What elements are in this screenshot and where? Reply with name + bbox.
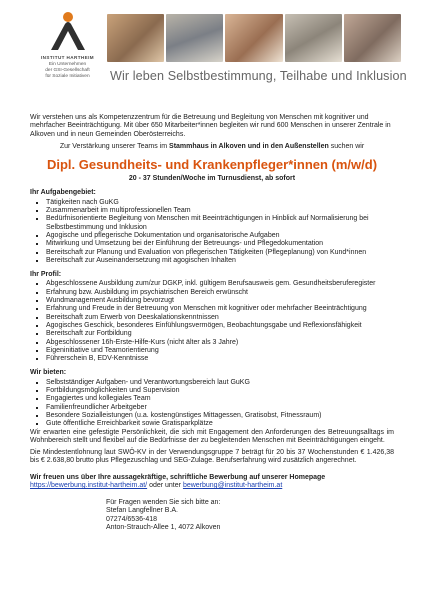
photo bbox=[344, 14, 401, 62]
list-item: ▪ Erfahrung und Freude in der Betreuung von Menschen mit kognitiver oder mehrfacher Beeinträchtigung bbox=[46, 305, 394, 313]
job-ad-body bbox=[30, 114, 394, 532]
profile-list bbox=[30, 280, 394, 363]
contact-block bbox=[106, 499, 394, 532]
list-item: ▪ Abgeschlossene Ausbildung zum/zur DGKP, inkl. gültigem Berufsausweis gem. Gesundheitsberuferegister bbox=[46, 280, 394, 288]
photo bbox=[285, 14, 342, 62]
list-item: ▪ Bereitschaft zur Planung und Evaluation von pflegerischen Tätigkeiten (Pflegeplanung) von Kund*innen bbox=[46, 249, 394, 257]
contact-phone: 07274/6536-418 bbox=[106, 515, 157, 523]
list-item: ▪ Engagiertes und kollegiales Team bbox=[46, 395, 394, 403]
list-item: ▪ Wundmanagement Ausbildung bevorzugt bbox=[46, 297, 394, 305]
photo-strip bbox=[107, 14, 401, 62]
logo[interactable] bbox=[30, 8, 105, 80]
slogan: Wir leben Selbstbestimmung, Teilhabe und Inklusion bbox=[110, 69, 407, 83]
list-item: ▪ Bereitschaft zur Auseinandersetzung mit agogischen Inhalten bbox=[46, 257, 394, 265]
list-item: ▪ Zusammenarbeit im multiprofessionellen Team bbox=[46, 207, 394, 215]
tasks-list bbox=[30, 199, 394, 265]
list-item: ▪ Gute öffentliche Erreichbarkeit sowie Gratisparkplätze bbox=[46, 420, 394, 428]
contact-name: Stefan Langfellner B.A. bbox=[106, 507, 178, 515]
list-item: ▪ Besondere Sozialleistungen (u.a. kostengünstiges Mittagessen, Gratisobst, Fitnessraum) bbox=[46, 412, 394, 420]
logo-name: INSTITUT HARTHEIM bbox=[41, 55, 94, 60]
reinforce-bold: Stammhaus in Alkoven und in den Außenstellen bbox=[169, 142, 329, 150]
reinforce-post: suchen wir bbox=[328, 142, 365, 150]
apply-or: oder unter bbox=[147, 481, 183, 489]
homepage-link[interactable]: https://bewerbung.institut-hartheim.at/ bbox=[30, 481, 148, 489]
list-item: ▪ Erfahrung bzw. Ausbildung im psychiatrischen Bereich erwünscht bbox=[46, 289, 394, 297]
list-item: ▪ Selbstständiger Aufgaben- und Verantwortungsbereich laut GuKG bbox=[46, 379, 394, 387]
logo-subtitle bbox=[30, 62, 105, 80]
salary-text: Die Mindestentlohnung laut SWÖ-KV in der Verwendungsgruppe 7 beträgt für 20 bis 37 Wochenstunden € 1.426,38 bis € 2.638,80 brutto plus Pflegezuschlag und SEG-Zulage. Berufserfahrung wird zusätzlich angerechnet. bbox=[30, 449, 394, 465]
list-item: ▪ Agogische und pflegerische Dokumentation und organisatorische Aufgaben bbox=[46, 232, 394, 240]
reinforce-pre: Zur Verstärkung unserer Teams im bbox=[59, 142, 170, 150]
list-item: ▪ Tätigkeiten nach GuKG bbox=[46, 199, 394, 207]
logo-sub-line: für Soziale Initiativen bbox=[45, 74, 90, 79]
tasks-heading: Ihr Aufgabengebiet: bbox=[30, 189, 96, 197]
list-item: ▪ Bereitschaft zur Fortbildung bbox=[46, 330, 394, 338]
list-item: ▪ Agogisches Geschick, besonderes Einfühlungsvermögen, Beobachtungsgabe und Reflexionsfähigkeit bbox=[46, 322, 394, 330]
list-item: ▪ Mitwirkung und Umsetzung bei der Einführung der Betreuungs- und Pflegedokumentation bbox=[46, 240, 394, 248]
offer-list bbox=[30, 379, 394, 429]
offer-heading: Wir bieten: bbox=[30, 369, 67, 377]
reinforcement-text bbox=[30, 143, 394, 151]
photo bbox=[107, 14, 164, 62]
list-item: ▪ Bereitschaft zum Erwerb von Deeskalationskenntnissen bbox=[46, 314, 394, 322]
list-item: ▪ Abgeschlossener 16h-Erste-Hilfe-Kurs (nicht älter als 3 Jahre) bbox=[46, 339, 394, 347]
list-item: ▪ Fortbildungsmöglichkeiten und Supervision bbox=[46, 387, 394, 395]
intro-text: Wir verstehen uns als Kompetenzzentrum für die Betreuung und Begleitung von Menschen mit kognitiver und mehrfacher Beeinträchtigung. Mit über 650 Mitarbeiter*innen begleiten wir rund 600 Menschen in unserer Zentrale in Alkoven und in neun Gemeinden Oberösterreichs. bbox=[30, 114, 391, 138]
apply-text: Wir freuen uns über Ihre aussagekräftige, schriftliche Bewerbung auf unserer Homepage bbox=[30, 473, 326, 481]
job-hours: 20 - 37 Stunden/Woche im Turnusdienst, ab sofort bbox=[128, 175, 296, 183]
photo bbox=[225, 14, 282, 62]
list-item: ▪ Eigeninitiative und Teamorientierung bbox=[46, 347, 394, 355]
photo bbox=[166, 14, 223, 62]
list-item: ▪ Bedürfnisorientierte Begleitung von Menschen mit Beeinträchtigungen in Hinblick auf Normalisierung bei Selbstbestimmung und Inklusion bbox=[46, 215, 394, 232]
contact-address: Anton-Strauch-Allee 1, 4072 Alkoven bbox=[106, 523, 221, 531]
job-title: Dipl. Gesundheits- und Krankenpfleger*innen (m/w/d) bbox=[46, 157, 378, 173]
list-item: ▪ Führerschein B, EDV-Kenntnisse bbox=[46, 355, 394, 363]
expectation-text: Wir erwarten eine gefestigte Persönlichkeit, die sich mit Engagement den Anforderungen des Betreuungsalltags im Wohnbereich stellt und flexibel auf die Bedürfnisse der zu begleitenden Menschen mit Beeinträchtigungen eingeht. bbox=[30, 428, 394, 444]
apply-links bbox=[30, 482, 394, 490]
list-item: ▪ Familienfreundlicher Arbeitgeber bbox=[46, 404, 394, 412]
profile-heading: Ihr Profil: bbox=[30, 271, 62, 279]
header bbox=[0, 0, 424, 100]
contact-intro: Für Fragen wenden Sie sich bitte an: bbox=[106, 499, 221, 507]
logo-mark-icon bbox=[45, 8, 91, 54]
logo-sub-line: Ein Unternehmen bbox=[48, 62, 87, 67]
email-link[interactable]: bewerbung@institut-hartheim.at bbox=[182, 481, 283, 489]
logo-sub-line: der GSI-Gesellschaft bbox=[45, 68, 90, 73]
